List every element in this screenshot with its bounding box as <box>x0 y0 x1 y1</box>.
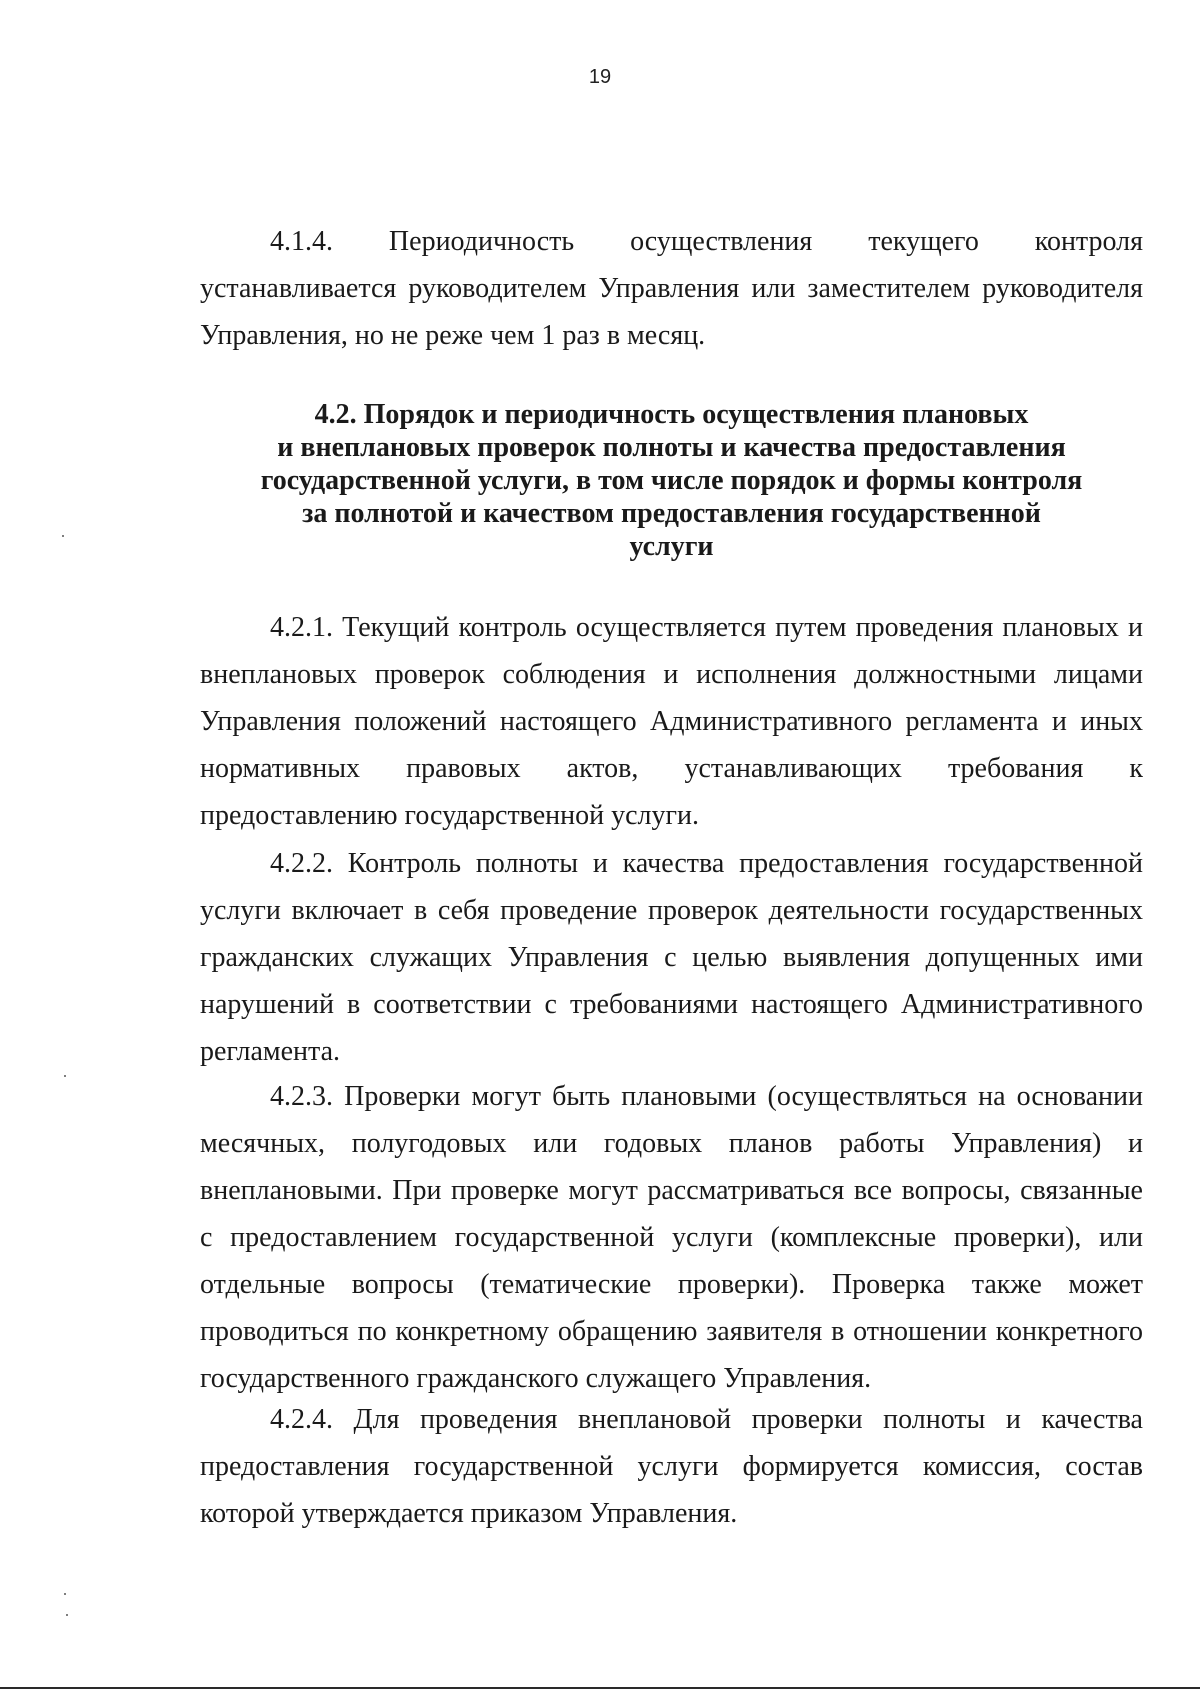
page-number: 19 <box>588 66 612 88</box>
heading-line: государственной услуги, в том числе порядок и формы контроля <box>260 465 1083 496</box>
paragraph-4-2-3: 4.2.3. Проверки могут быть плановыми (осуществляться на основании месячных, полугодовых или годовых планов работы Управления) и внеплановыми. При проверке могут рассматриваться все вопросы, связанные с предоставлением государственной услуги (комплексные проверки), или отдельные вопросы (тематические проверки). Проверка также может проводиться по конкретному обращению заявителя в отношении конкретного государственного гражданского служащего Управления. <box>200 1081 1143 1394</box>
page-bottom-rule <box>0 1687 1200 1689</box>
paragraph-4-2-1: 4.2.1. Текущий контроль осуществляется путем проведения плановых и внеплановых проверок соблюдения и исполнения должностными лицами Управления положений настоящего Административного регламента и иных нормативных правовых актов, устанавливающих требования к предоставлению государственной услуги. <box>200 612 1143 831</box>
paragraph-4-1-4: 4.1.4. Периодичность осуществления текущего контроля устанавливается руководителем Управления или заместителем руководителя Управления, но не реже чем 1 раз в месяц. <box>200 226 1143 351</box>
paragraph-4-2-4: 4.2.4. Для проведения внеплановой проверки полноты и качества предоставления государственной услуги формируется комиссия, состав которой утверждается приказом Управления. <box>200 1404 1143 1529</box>
heading-line: услуги <box>629 531 714 562</box>
heading-line: 4.2. Порядок и периодичность осуществления плановых <box>314 399 1029 430</box>
scan-speck <box>64 1593 66 1595</box>
scan-speck <box>66 1614 68 1616</box>
scan-speck <box>62 535 64 537</box>
heading-line: и внеплановых проверок полноты и качества предоставления <box>277 432 1066 463</box>
section-heading-4-2 <box>200 398 1143 563</box>
paragraph-4-2-2: 4.2.2. Контроль полноты и качества предоставления государственной услуги включает в себя проведение проверок деятельности государственных гражданских служащих Управления с целью выявления допущенных ими нарушений в соответствии с требованиями настоящего Административного регламента. <box>200 848 1143 1067</box>
scan-speck <box>64 1075 66 1077</box>
heading-line: за полнотой и качеством предоставления государственной <box>302 498 1041 529</box>
